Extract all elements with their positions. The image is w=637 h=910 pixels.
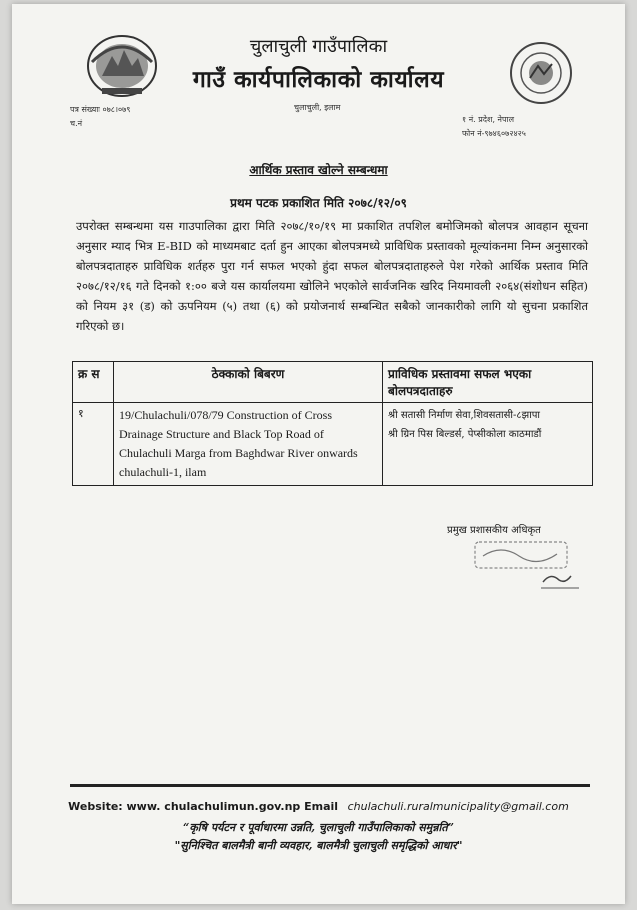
cell-sn: १ <box>73 403 114 486</box>
reference-number: पत्र संख्याः ०७८।०७९ <box>70 105 131 114</box>
letter-page <box>12 4 625 904</box>
dispatch-number: च.नं <box>70 119 83 128</box>
cell-bidders <box>383 403 593 486</box>
slogan-line-1: “कृषि पर्यटन र पूर्वाधारमा उन्नति, चुलाचुली गाउँपालिकाको समुन्नति” <box>183 821 454 834</box>
cell-description: 19/Chulachuli/078/79 Construction of Cross Drainage Structure and Black Top Road of Chulachuli Marga from Baghdwar River onwards chulachuli-1, ilam <box>114 403 383 486</box>
col-header-bidders: प्राविधिक प्रस्तावमा सफल भएका बोलपत्रदाताहरु <box>383 362 593 403</box>
subject-line: आर्थिक प्रस्ताव खोल्ने सम्बन्धमा <box>249 163 388 177</box>
bidder-name: श्री सतासी निर्माण सेवा,शिवसतासी-८झापा <box>388 410 540 421</box>
footer-divider <box>70 784 590 787</box>
bidder-name: श्री ग्रिन पिस बिल्डर्स, पेप्सीकोला काठमाडौं <box>388 429 542 440</box>
published-date: प्रथम पटक प्रकाशित मिति २०७८/१२/०९ <box>230 196 407 210</box>
table-row <box>73 403 593 486</box>
email-address: chulachuli.ruralmunicipality@gmail.com <box>347 800 569 813</box>
website-label: Website: www. chulachulimun.gov.np Email <box>68 800 339 813</box>
tender-table <box>72 361 593 486</box>
notice-body: उपरोक्त सम्बन्धमा यस गाउपालिका द्वारा मिति २०७८/१०/१९ मा प्रकाशित तपशिल बमोजिमको बोलपत्र आवहान सूचना अनुसार म्याद भित्र E-BID को माध्यमबाट दर्ता हुन आएका बोलपत्रमध्ये प्राविधिक प्रस्तावको मूल्यांकनमा निम्न अनुसारको बोलपत्रदाताहरु प्राविधिक शर्तहरु पुरा गर्न सफल भएको हुंदा सफल बोलपत्रदाताहरुले पेश गरेको आर्थिक प्रस्ताव मिति २०७८/१२/१६ गते दिनको १:०० बजे यस कार्यालयमा खोलिने भएकोले सार्वजनिक खरिद नियमावली २०६४(संशोधन सहित) को नियम ३१ (ड) को ऊपनियम (५) तथा (६) को प्रयोजनार्थ सम्बन्धित सबैको जानकारीको लागि यो सुचना प्रकाशित गरिएको छ। <box>76 219 588 333</box>
col-header-sn: क्र स <box>73 362 114 403</box>
officer-title: प्रमुख प्रशासकीय अधिकृत <box>447 525 541 536</box>
office-location: चुलाचुली, इलाम <box>294 103 341 112</box>
col-header-description: ठेक्काको बिबरण <box>114 362 383 403</box>
province-line: १ नं. प्रदेश, नेपाल <box>462 115 515 124</box>
slogan-line-2: "सुनिश्चित बालमैत्री बानी व्यवहार, बालमैत्री चुलाचुली समृद्धिको आधार" <box>174 839 463 852</box>
org-name: चुलाचुली गाउँपालिका <box>249 36 388 57</box>
office-name: गाउँ कार्यपालिकाको कार्यालय <box>192 66 445 93</box>
signature-stamp <box>457 538 585 596</box>
footer-contact <box>12 800 625 813</box>
table-header-row <box>73 362 593 403</box>
phone-line: फोन नं-९७४६०७२४२५ <box>462 129 526 138</box>
